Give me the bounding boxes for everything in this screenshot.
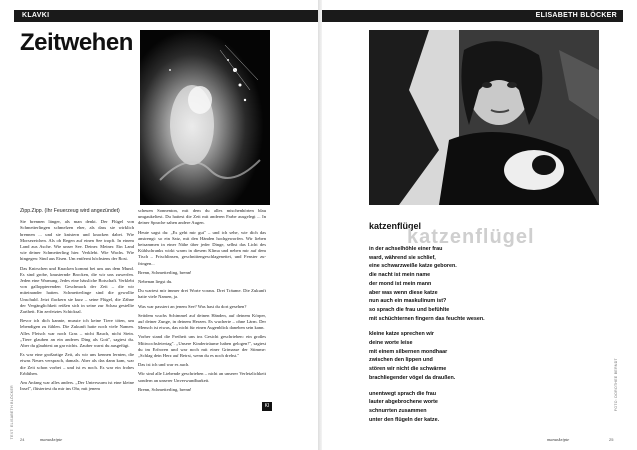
poem-line: brachliegender vögel da draußen.: [369, 374, 456, 381]
poem-line: die nacht ist mein name: [369, 272, 431, 279]
article-subtitle: Zipp.Zipp. (Ihr Feuerzeug wird angezündet): [20, 208, 120, 214]
magazine-logo: manuskripte: [40, 437, 63, 442]
paragraph: Es war eine großartige Zeit, als wir uns kennen lernten, die etwas Neues versprach, damals. Aber als das dann kam, war die Zeit schon vorbei – und ist es noch. Es war ein frohes Erblühen.: [20, 352, 134, 376]
page-number: 24: [20, 437, 25, 442]
paragraph: scheuen Sonnenton, mit dem du alles mischenhörten blau umgaukeltest. Du hattest die Zeit mit anderen Farbe ausgelegt ... In deiner Sprache sahen andere Augen.: [138, 208, 266, 226]
paragraph: Brenn, Schmetterling, brenn!: [138, 386, 192, 392]
poem-line: ward, während sie schlief,: [369, 254, 436, 261]
poem-title: katzenflügel: [369, 221, 422, 231]
paragraph: Heute sagst du: „Es geht mir gut" – und ich sehe, wie dich das anstrengt: so ein Satz, mit den Händen hochgeworfen. Wir lieben beisammen in einer Nähe über jeder Dinge, selbst das Licht des Kühlschranks wirkt warm in diesem Klima und neben mir auf dem Tisch – Frischlinsen, geschnittengeschlagenettet, und Fenster zu-fringen...: [138, 229, 266, 266]
photo-credit: FOTO: DOROTHEE BERNDT: [614, 358, 618, 412]
paragraph: Bevor ich dich kannte, musste ich keine Tiere töten, um lebendigen zu fühlen. Die Zukunft hatte noch viele Namen. Alles Fleisch war noch Gras – nicht Rauch, nicht Stein. „Tiere glauben an ein anderes Ding als Gott", sagtest du. Aber du glaubtest an gar nichts. Zauber warst du ausgefügt.: [20, 318, 134, 349]
end-mark-icon: KI: [262, 402, 272, 411]
article-column-1: [20, 208, 134, 395]
author-header-bar: [322, 10, 623, 22]
poem: [369, 245, 599, 431]
paragraph: Brenn, Schmetterling, brenn!: [138, 269, 192, 275]
poem-line: zwischen den lippen und: [369, 357, 433, 364]
poem-line: der mond ist mein mann: [369, 280, 432, 287]
author-label: ELISABETH BLÖCKER: [535, 12, 617, 19]
poem-title-decorative: katzenflügel: [407, 226, 535, 248]
poem-line: stören wir nicht die schwärme: [369, 366, 447, 373]
paragraph: Seitdem wuchs Schimmel auf deinen Händen, auf deinem Körper, auf deiner Zunge, in deinem Herzen. Es wucherte – ohne Lärm. Der Mensch ist etwas, das nicht für einen Augenblick daneben sein kann.: [138, 312, 266, 331]
paragraph: Sie brennen länger, als man denkt. Der Flügel von Schmetterlingen schmelzen eher, als dass sie wirklich brennen ... und sie knistern und knacken dabei. Wie Morsezeichen. Als ob Regen auf einen See tropft. In einem Land aus Asche. Wie unser See. Deiner. Meiner. Ein Land wie deiner Schmetterling hier. Verklebt. Wie Wachs. Wie hingegen: Sind aus Eisen. Um entfernt höchstens der Rost.: [20, 219, 134, 262]
poem-line: deine worte leise: [369, 340, 413, 347]
woman-with-cat-photo-image: [369, 30, 599, 205]
poem-line: kleine katze sprechen wir: [369, 331, 435, 338]
magazine-logo: manuskripte: [547, 437, 570, 442]
stanza: [369, 390, 599, 425]
paragraph: Nebenan liegst du.: [138, 279, 173, 285]
article-column-2: [138, 208, 266, 396]
paragraph: Du wartest mir immer drei Worte voraus. Drei Träume. Die Zukunft hatte viele Namen, ja.: [138, 288, 266, 300]
page-number: 25: [609, 437, 614, 442]
photo-credit: TEXT: ELISABETH BLÖCKER: [10, 385, 14, 440]
poem-line: mit einem silbernen mondhaar: [369, 348, 448, 355]
underwater-photo-image: [140, 30, 270, 205]
woman-with-cat-photo: [369, 30, 599, 205]
paragraph: Vorher stand die Freiheit uns ins Gesicht geschrieben: ein großes Mittwochsfeiertag". „Unsere Kindertrüume haben gelogen!", sagtest du im Erfroren und war noch mit einer Grimasse der Stimme: „Schlag dein Herz auf Betrst, wenn du es noch drehst.": [138, 334, 266, 359]
paragraph: Wir sind alle Liebende geschrieben – nicht an unserer Verletzlichkeit sondern an unserer Unverwundbarkeit.: [138, 371, 266, 383]
section-label: KLAVKI: [22, 12, 50, 19]
poem-line: in der achselhöhle einer frau: [369, 246, 443, 252]
underwater-photo: [140, 30, 270, 205]
paragraph: Am Anfang war alles anders. „Der Unterwurm ist eine kleine Insel", flüstertest du mir ins Ohr, mit jenem: [20, 380, 134, 392]
poem-line: so sprach die frau und befühlte: [369, 306, 450, 313]
stanza: [369, 330, 599, 382]
paragraph: Das ist ich und war es auch.: [138, 362, 190, 368]
poem-line: lauter abgebrochene worte: [369, 399, 438, 406]
poem-line: unentwegt sprach die frau: [369, 390, 437, 397]
poem-line: unter den flügeln der katze.: [369, 416, 440, 423]
poem-line: aber was wenn diese katze: [369, 289, 438, 296]
poem-line: mit schüchternen fingern das feuchte wesen.: [369, 315, 485, 322]
paragraph: Das Knirschen und Knacken kommt bei uns aus dem Mund. Es sind grobe, knusternde Brocken, die wir uns zuwerfen. Jeden eine Warnung. Jedes eine hässliche Botschaft. Verklebt von galloppierenden Geschmack der Zeit – die wir miteinander hatten. Schmetterlinge sind die gewollte Unschuld. Jetzt flackern sie kurz – seine Flügel, die Zähne der Vergänglichkeit reißen sich in seine zur Schau gestellte Zartheit. Ein zerfetztes Schicksal.: [20, 265, 134, 315]
poem-line: schnurrten zusammen: [369, 407, 427, 414]
left-page: [0, 0, 318, 450]
poem-line: eine schwarzweiße katze geboren.: [369, 263, 457, 270]
paragraph: Was war passiert an jenem See? Was hast du dort gesehen?: [138, 303, 247, 309]
stanza: [369, 245, 599, 323]
section-header-bar: [14, 10, 318, 22]
article-title: Zeitwehen: [20, 29, 133, 56]
poem-line: nun auch ein maskulinum ist?: [369, 298, 447, 305]
right-page: [322, 0, 637, 450]
